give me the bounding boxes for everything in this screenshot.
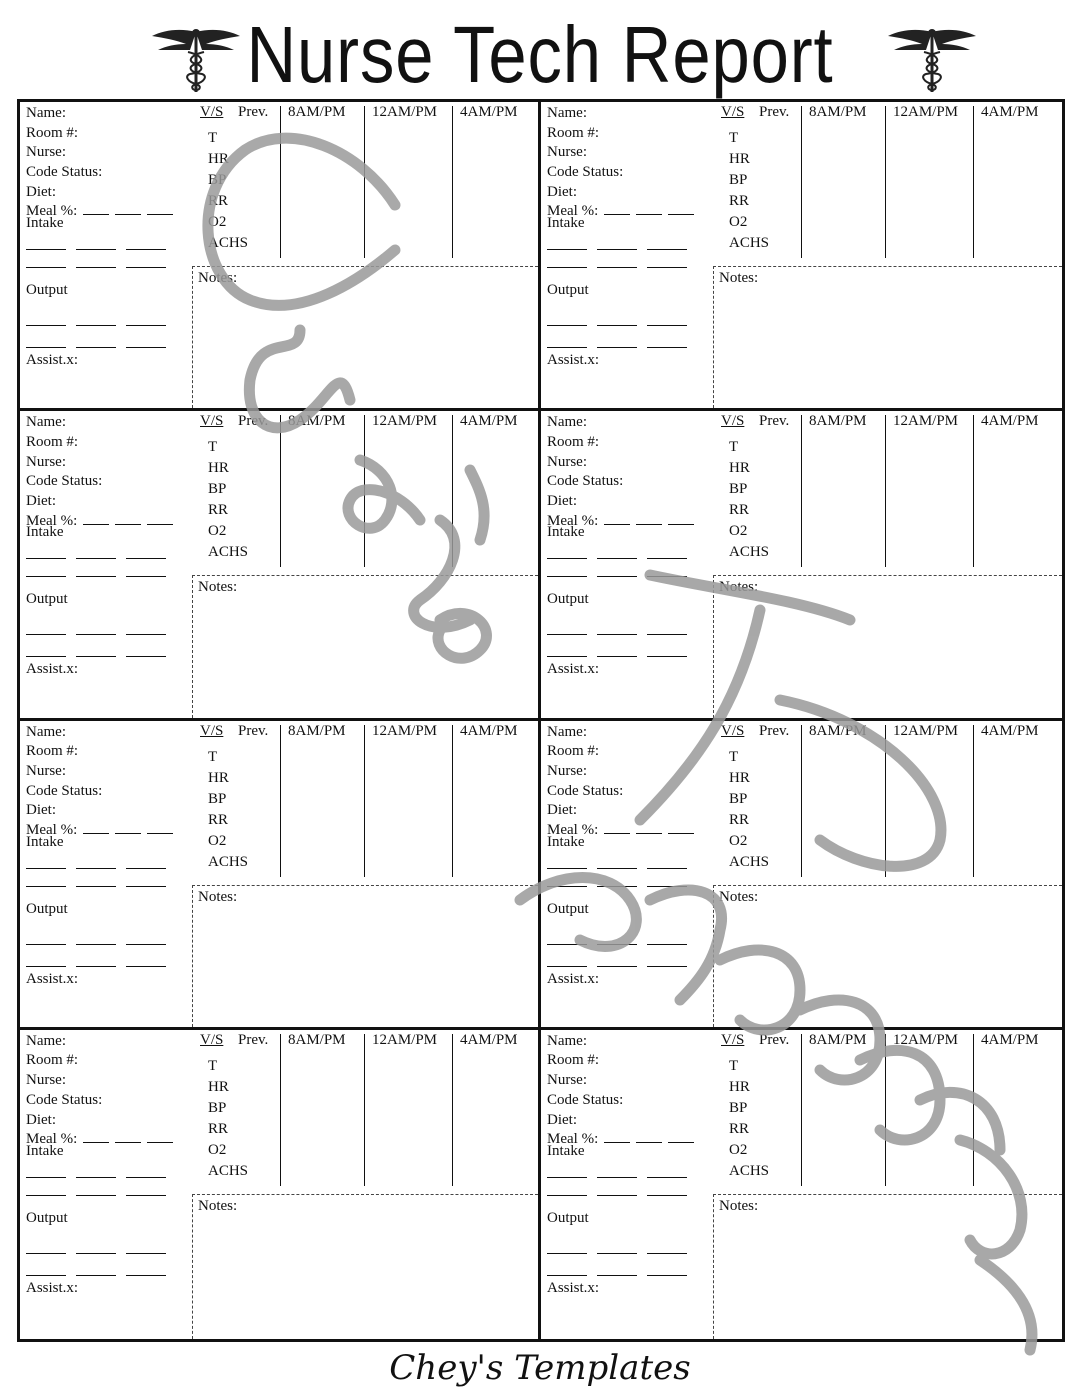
patient-card	[20, 411, 541, 720]
vs-header: V/S	[200, 722, 224, 739]
code-status-field[interactable]: Code Status:	[547, 782, 624, 799]
code-status-field[interactable]: Code Status:	[26, 1091, 103, 1108]
time-header: 8AM/PM	[288, 104, 346, 120]
vital-label: ACHS	[729, 1162, 770, 1179]
notes-area[interactable]	[713, 1194, 1062, 1339]
nurse-field[interactable]: Nurse:	[547, 453, 587, 470]
nurse-field[interactable]: Nurse:	[26, 453, 66, 470]
nurse-field[interactable]: Nurse:	[547, 762, 587, 779]
vital-label: RR	[208, 1120, 229, 1137]
diet-field[interactable]: Diet:	[547, 183, 577, 200]
room-field[interactable]: Room #:	[26, 743, 79, 760]
vs-header: V/S	[721, 722, 745, 739]
time-header: 12AM/PM	[893, 104, 959, 120]
assist-field[interactable]: Assist.x:	[26, 661, 79, 678]
vital-label: RR	[729, 1120, 750, 1137]
vital-label: T	[729, 439, 739, 456]
vitals-list	[729, 437, 769, 563]
patient-card	[541, 721, 1062, 1030]
patient-info	[547, 723, 717, 853]
vs-header: V/S	[200, 104, 224, 120]
vital-label: O2	[208, 1141, 227, 1158]
patient-info	[547, 413, 717, 543]
vs-header: V/S	[721, 104, 745, 120]
time-header: 8AM/PM	[288, 1031, 346, 1048]
vitals-table	[719, 721, 1062, 877]
time-header: 4AM/PM	[981, 1031, 1039, 1048]
time-header: 12AM/PM	[893, 413, 959, 430]
vital-label: RR	[729, 502, 750, 519]
vital-label: ACHS	[729, 235, 770, 251]
patient-card	[541, 1030, 1062, 1339]
output-lines[interactable]	[26, 308, 176, 352]
time-header: 4AM/PM	[981, 413, 1039, 430]
intake-label: Intake	[547, 524, 585, 541]
diet-field[interactable]: Diet:	[547, 1111, 577, 1128]
code-status-field[interactable]: Code Status:	[547, 473, 624, 490]
meal-label: Meal %:	[547, 821, 599, 838]
output-lines[interactable]	[547, 1236, 697, 1280]
output-lines[interactable]	[547, 617, 697, 661]
diet-field[interactable]: Diet:	[26, 183, 56, 200]
name-field[interactable]: Name:	[26, 723, 66, 740]
notes-label: Notes:	[198, 270, 238, 286]
prev-header: Prev.	[238, 413, 269, 430]
vital-label: O2	[729, 523, 748, 540]
output-label: Output	[26, 900, 68, 917]
name-field[interactable]: Name:	[26, 105, 66, 121]
vital-label: T	[729, 1057, 739, 1074]
patient-card	[20, 102, 541, 411]
vital-label: RR	[729, 811, 750, 828]
notes-label: Notes:	[198, 579, 238, 596]
nurse-field[interactable]: Nurse:	[547, 1072, 587, 1089]
output-label: Output	[547, 282, 589, 298]
output-lines[interactable]	[547, 927, 697, 971]
vital-label: HR	[729, 460, 750, 477]
meal-label: Meal %:	[26, 203, 78, 220]
intake-lines[interactable]	[547, 1160, 697, 1200]
vital-label: RR	[208, 811, 229, 828]
vital-label: BP	[729, 790, 748, 807]
time-header: 4AM/PM	[460, 722, 518, 739]
intake-label: Intake	[547, 1142, 585, 1159]
time-header: 8AM/PM	[809, 1031, 867, 1048]
vital-label: T	[729, 748, 739, 765]
vitals-table	[198, 721, 541, 877]
room-field[interactable]: Room #:	[547, 1052, 600, 1069]
report-grid	[17, 99, 1065, 1342]
vitals-list	[208, 128, 248, 254]
footer-signature: Chey's Templates	[389, 1348, 691, 1388]
name-field[interactable]: Name:	[547, 105, 587, 121]
time-header: 12AM/PM	[372, 1031, 438, 1048]
time-header: 4AM/PM	[460, 104, 518, 120]
notes-label: Notes:	[719, 579, 759, 596]
intake-label: Intake	[547, 215, 585, 232]
nurse-field[interactable]: Nurse:	[547, 144, 587, 161]
patient-info	[26, 723, 196, 853]
vital-label: O2	[729, 214, 748, 230]
prev-header: Prev.	[759, 104, 790, 120]
output-label: Output	[26, 282, 68, 298]
patient-card	[20, 1030, 541, 1339]
vital-label: RR	[729, 193, 750, 209]
notes-area[interactable]	[713, 885, 1062, 1027]
notes-area[interactable]	[192, 266, 538, 408]
notes-area[interactable]	[713, 266, 1062, 408]
vital-label: O2	[208, 523, 227, 540]
patient-card	[541, 411, 1062, 720]
notes-label: Notes:	[719, 1197, 759, 1214]
code-status-field[interactable]: Code Status:	[26, 164, 103, 181]
meal-label: Meal %:	[26, 1131, 78, 1148]
vital-label: T	[208, 439, 218, 456]
intake-label: Intake	[547, 833, 585, 850]
notes-label: Notes:	[198, 888, 238, 905]
assist-field[interactable]: Assist.x:	[26, 1279, 79, 1296]
notes-label: Notes:	[719, 888, 759, 905]
nurse-field[interactable]: Nurse:	[26, 762, 66, 779]
time-header: 12AM/PM	[893, 722, 959, 739]
notes-area[interactable]	[192, 1194, 538, 1339]
vital-label: O2	[729, 832, 748, 849]
intake-lines[interactable]	[26, 232, 176, 272]
time-header: 4AM/PM	[460, 1031, 518, 1048]
vital-label: HR	[208, 460, 229, 477]
prev-header: Prev.	[238, 104, 269, 120]
time-header: 12AM/PM	[893, 1031, 959, 1048]
meal-label: Meal %:	[547, 203, 599, 220]
meal-label: Meal %:	[26, 512, 78, 529]
patient-info	[547, 1032, 717, 1162]
vital-label: HR	[208, 1078, 229, 1095]
vital-label: O2	[208, 832, 227, 849]
vital-label: ACHS	[208, 235, 249, 251]
output-lines[interactable]	[547, 308, 697, 352]
assist-field[interactable]: Assist.x:	[26, 970, 79, 987]
prev-header: Prev.	[238, 722, 269, 739]
vital-label: O2	[208, 214, 227, 230]
notes-label: Notes:	[719, 270, 759, 286]
intake-lines[interactable]	[547, 541, 697, 581]
vital-label: HR	[729, 769, 750, 786]
vital-label: T	[208, 748, 218, 765]
prev-header: Prev.	[238, 1031, 269, 1048]
diet-field[interactable]: Diet:	[26, 802, 56, 819]
time-header: 8AM/PM	[288, 413, 346, 430]
page-title: Nurse Tech Report	[246, 10, 834, 99]
vital-label: HR	[729, 151, 750, 167]
vs-header: V/S	[200, 1031, 224, 1048]
notes-label: Notes:	[198, 1197, 238, 1214]
time-header: 8AM/PM	[809, 413, 867, 430]
vital-label: HR	[208, 769, 229, 786]
time-header: 8AM/PM	[288, 722, 346, 739]
patient-info	[26, 1032, 196, 1162]
assist-field[interactable]: Assist.x:	[547, 661, 600, 678]
room-field[interactable]: Room #:	[26, 124, 79, 141]
watermark-text: Templates	[700, 900, 706, 901]
vitals-list	[729, 1056, 769, 1182]
code-status-field[interactable]: Code Status:	[547, 164, 624, 181]
name-field[interactable]: Name:	[547, 723, 587, 740]
vital-label: HR	[729, 1078, 750, 1095]
intake-lines[interactable]	[547, 851, 697, 891]
room-field[interactable]: Room #:	[26, 433, 79, 450]
vital-label: BP	[729, 1099, 748, 1116]
vital-label: T	[208, 130, 218, 146]
vital-label: ACHS	[729, 853, 770, 870]
name-field[interactable]: Name:	[547, 1032, 587, 1049]
vitals-list	[208, 747, 248, 873]
patient-card	[20, 721, 541, 1030]
room-field[interactable]: Room #:	[26, 1052, 79, 1069]
vitals-table	[719, 1030, 1062, 1186]
intake-label: Intake	[26, 524, 64, 541]
patient-info	[547, 104, 717, 234]
notes-area[interactable]	[713, 575, 1062, 717]
time-header: 4AM/PM	[981, 104, 1039, 120]
vital-label: ACHS	[208, 544, 249, 561]
vital-label: RR	[208, 502, 229, 519]
vs-header: V/S	[721, 1031, 745, 1048]
room-field[interactable]: Room #:	[547, 743, 600, 760]
nurse-field[interactable]: Nurse:	[26, 144, 66, 161]
vital-label: ACHS	[208, 1162, 249, 1179]
vital-label: BP	[208, 1099, 227, 1116]
patient-info	[26, 413, 196, 543]
vitals-list	[729, 128, 769, 254]
output-label: Output	[547, 1209, 589, 1226]
vitals-table	[198, 102, 541, 258]
vitals-table	[198, 1030, 541, 1186]
meal-label: Meal %:	[547, 1131, 599, 1148]
intake-lines[interactable]	[26, 541, 176, 581]
room-field[interactable]: Room #:	[547, 124, 600, 141]
vital-label: BP	[729, 172, 748, 188]
diet-field[interactable]: Diet:	[26, 493, 56, 509]
intake-lines[interactable]	[26, 1160, 176, 1200]
vital-label: T	[208, 1057, 218, 1074]
vitals-table	[198, 411, 541, 567]
vs-header: V/S	[721, 413, 745, 430]
output-label: Output	[26, 591, 68, 608]
assist-field[interactable]: Assist.x:	[547, 352, 600, 368]
vital-label: ACHS	[729, 544, 770, 561]
output-label: Output	[547, 900, 589, 917]
prev-header: Prev.	[759, 413, 790, 430]
notes-area[interactable]	[192, 885, 538, 1027]
diet-field[interactable]: Diet:	[547, 493, 577, 509]
prev-header: Prev.	[759, 722, 790, 739]
meal-label: Meal %:	[547, 512, 599, 529]
vital-label: BP	[729, 481, 748, 498]
patient-info	[26, 104, 196, 234]
vital-label: BP	[208, 790, 227, 807]
vital-label: BP	[208, 481, 227, 498]
diet-field[interactable]: Diet:	[26, 1111, 56, 1128]
intake-label: Intake	[26, 215, 64, 232]
vital-label: T	[729, 130, 739, 146]
assist-field[interactable]: Assist.x:	[547, 970, 600, 987]
code-status-field[interactable]: Code Status:	[547, 1091, 624, 1108]
name-field[interactable]: Name:	[26, 1032, 66, 1049]
meal-label: Meal %:	[26, 821, 78, 838]
output-lines[interactable]	[26, 927, 176, 971]
time-header: 12AM/PM	[372, 722, 438, 739]
output-lines[interactable]	[26, 617, 176, 661]
vital-label: BP	[208, 172, 227, 188]
vital-label: RR	[208, 193, 229, 209]
time-header: 4AM/PM	[981, 722, 1039, 739]
vs-header: V/S	[200, 413, 224, 430]
notes-area[interactable]	[192, 575, 538, 717]
intake-label: Intake	[26, 833, 64, 850]
patient-card	[541, 102, 1062, 411]
time-header: 8AM/PM	[809, 722, 867, 739]
vitals-table	[719, 102, 1062, 258]
output-label: Output	[26, 1209, 68, 1226]
vitals-list	[208, 1056, 248, 1182]
name-field[interactable]: Name:	[547, 414, 587, 431]
caduceus-icon	[886, 24, 978, 94]
vitals-list	[729, 747, 769, 873]
time-header: 4AM/PM	[460, 413, 518, 430]
code-status-field[interactable]: Code Status:	[26, 473, 103, 490]
prev-header: Prev.	[759, 1031, 790, 1048]
code-status-field[interactable]: Code Status:	[26, 782, 103, 799]
diet-field[interactable]: Diet:	[547, 802, 577, 819]
output-lines[interactable]	[26, 1236, 176, 1280]
name-field[interactable]: Name:	[26, 414, 66, 431]
vital-label: O2	[729, 1141, 748, 1158]
intake-label: Intake	[26, 1142, 64, 1159]
time-header: 8AM/PM	[809, 104, 867, 120]
vital-label: ACHS	[208, 853, 249, 870]
room-field[interactable]: Room #:	[547, 433, 600, 450]
intake-lines[interactable]	[26, 851, 176, 891]
intake-lines[interactable]	[547, 232, 697, 272]
assist-field[interactable]: Assist.x:	[547, 1279, 600, 1296]
header	[0, 8, 1080, 100]
vital-label: HR	[208, 151, 229, 167]
time-header: 12AM/PM	[372, 413, 438, 430]
time-header: 12AM/PM	[372, 104, 438, 120]
output-label: Output	[547, 591, 589, 608]
nurse-field[interactable]: Nurse:	[26, 1072, 66, 1089]
watermark-text: Chey's	[260, 440, 264, 441]
vitals-list	[208, 437, 248, 563]
vitals-table	[719, 411, 1062, 567]
assist-field[interactable]: Assist.x:	[26, 352, 79, 368]
